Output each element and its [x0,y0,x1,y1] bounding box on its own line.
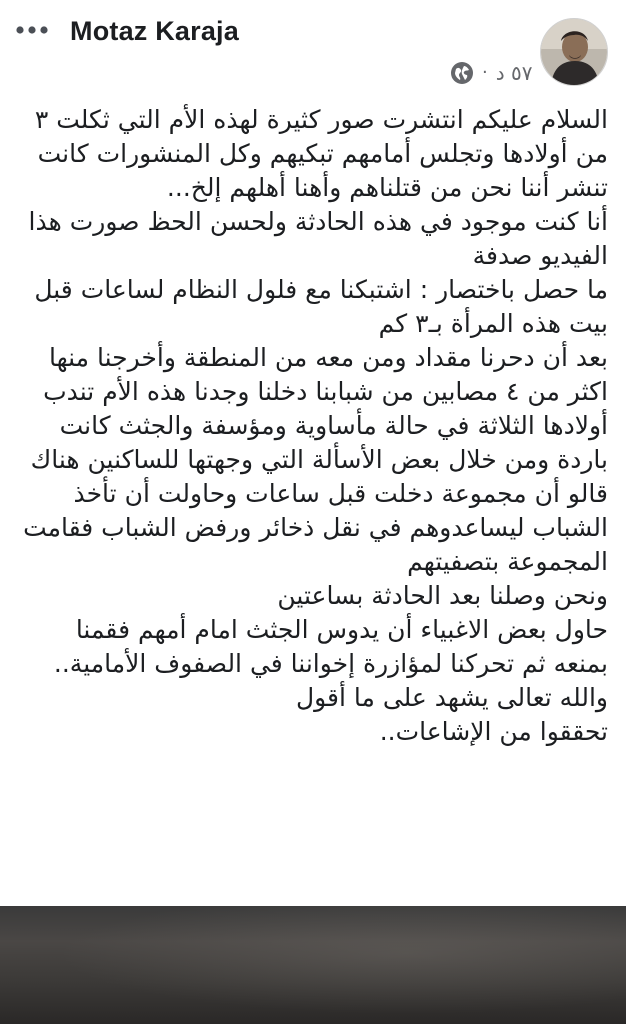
post-text-line: المجموعة بتصفيتهم [407,547,608,576]
post-text-line: تنشر أننا نحن من قتلناهم وأهنا أهلهم إلخ... [166,173,608,202]
post-text-line: أولادها الثلاثة في حالة مأساوية ومؤسفة والجثث كانت [59,411,608,440]
post-text-line: ما حصل باختصار : اشتبكنا مع فلول النظام لساعات قبل [34,275,608,304]
post-text [14,103,608,749]
post-header [0,0,626,100]
author-name[interactable]: Motaz Karaja [70,16,239,46]
post-text-line: قالو أن مجموعة دخلت قبل ساعات وحاولت أن تأخذ [73,479,608,508]
post-text-line: بعد أن دحرنا مقداد ومن معه من المنطقة وأخرجنا منها [48,343,608,372]
post-text-line: ونحن وصلنا بعد الحادثة بساعتين [277,581,608,610]
post-text-line: السلام عليكم انتشرت صور كثيرة لهذه الأم التي ثكلت ٣ [34,105,608,134]
post-text-line: بمنعه ثم تحركنا لمؤازرة إخواننا في الصفوف الأمامية.. [53,649,608,678]
more-options-button[interactable] [14,16,54,44]
post-text-line: بيت هذه المرأة بـ٣ كم [378,309,608,338]
avatar[interactable] [540,18,608,86]
globe-icon[interactable] [450,61,474,85]
post-text-line: تحققوا من الإشاعات.. [379,717,608,746]
post-text-line: حاول بعض الاغبياء أن يدوس الجثث امام أمهم فقمنا [75,615,608,644]
post-meta [450,58,532,88]
post-text-line: من أولادها وتجلس أمامهم تبكيهم وكل المنشورات كانت [37,139,608,168]
more-horizontal-icon [14,25,54,35]
post-text-line: والله تعالى يشهد على ما أقول [295,683,608,712]
post-text-line: باردة ومن خلال بعض الأسألة التي وجهتها للساكنين هناك [30,445,608,474]
post-text-line: الفيديو صدفة [472,241,608,270]
post-text-line: أنا كنت موجود في هذه الحادثة ولحسن الحظ صورت هذا [28,207,608,236]
post-text-line: الشباب ليساعدوهم في نقل ذخائر ورفض الشباب فقامت [23,513,608,542]
profile-photo-icon [541,19,607,85]
post-video-thumbnail[interactable] [0,906,626,1024]
post-timestamp[interactable]: ٥٧ د [495,61,533,85]
meta-separator: · [482,62,488,83]
post-text-line: اكثر من ٤ مصابين من شبابنا دخلنا وجدنا هذه الأم تندب [43,377,608,406]
